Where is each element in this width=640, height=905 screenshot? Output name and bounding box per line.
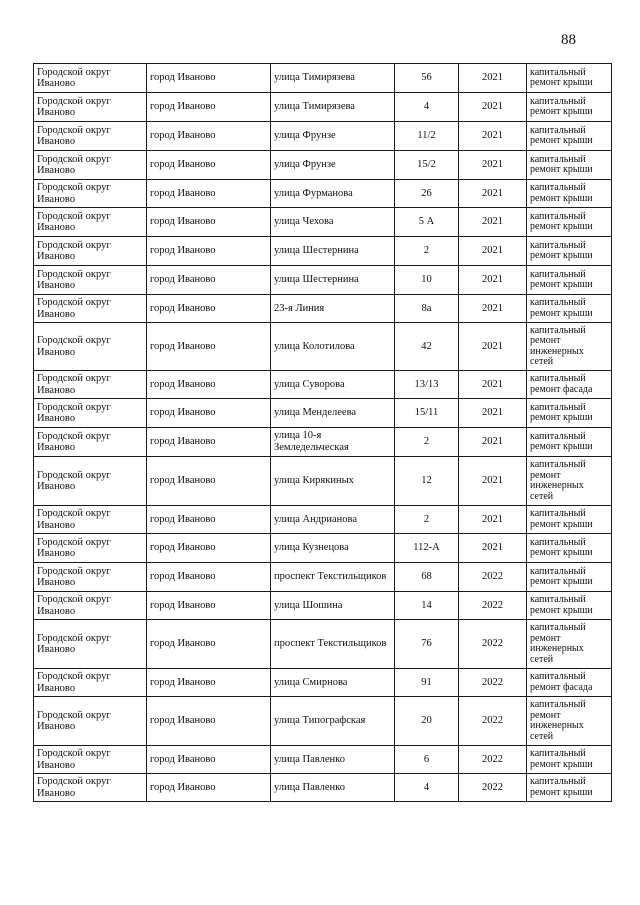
house-number-cell: 76 (395, 620, 459, 669)
table-row (34, 122, 612, 151)
street-cell: улица Менделеева (271, 399, 395, 428)
year-cell: 2022 (459, 746, 527, 774)
district-cell: Городской округ Иваново (34, 620, 147, 669)
house-number-cell: 42 (395, 323, 459, 371)
house-number-cell: 56 (395, 64, 459, 93)
city-cell: город Иваново (147, 399, 271, 428)
street-cell: улица Тимирязева (271, 93, 395, 122)
work-type-cell: капитальный ремонт инженерных сетей (527, 457, 612, 506)
house-number-cell: 15/11 (395, 399, 459, 428)
street-cell: улица 10-я Земледельческая (271, 428, 395, 457)
year-cell: 2021 (459, 371, 527, 399)
street-cell: улица Шестернина (271, 266, 395, 295)
table-row (34, 563, 612, 592)
table-row (34, 295, 612, 323)
district-cell: Городской округ Иваново (34, 122, 147, 151)
table-row (34, 428, 612, 457)
city-cell: город Иваново (147, 266, 271, 295)
work-type-cell: капитальный ремонт крыши (527, 122, 612, 151)
table-row (34, 506, 612, 534)
year-cell: 2021 (459, 93, 527, 122)
table-row (34, 266, 612, 295)
house-number-cell: 4 (395, 774, 459, 802)
house-number-cell: 6 (395, 746, 459, 774)
city-cell: город Иваново (147, 151, 271, 180)
district-cell: Городской округ Иваново (34, 592, 147, 620)
work-type-cell: капитальный ремонт крыши (527, 399, 612, 428)
district-cell: Городской округ Иваново (34, 697, 147, 746)
year-cell: 2021 (459, 151, 527, 180)
city-cell: город Иваново (147, 563, 271, 592)
work-type-cell: капитальный ремонт фасада (527, 371, 612, 399)
table-row (34, 746, 612, 774)
street-cell: 23-я Линия (271, 295, 395, 323)
street-cell: улица Андрианова (271, 506, 395, 534)
table-row (34, 457, 612, 506)
table-body (34, 64, 612, 802)
district-cell: Городской округ Иваново (34, 371, 147, 399)
work-type-cell: капитальный ремонт крыши (527, 774, 612, 802)
city-cell: город Иваново (147, 237, 271, 266)
city-cell: город Иваново (147, 371, 271, 399)
city-cell: город Иваново (147, 180, 271, 208)
year-cell: 2022 (459, 669, 527, 697)
table-row (34, 151, 612, 180)
year-cell: 2021 (459, 266, 527, 295)
work-type-cell: капитальный ремонт крыши (527, 563, 612, 592)
city-cell: город Иваново (147, 295, 271, 323)
table-row (34, 697, 612, 746)
page-number: 88 (561, 32, 576, 48)
street-cell: улица Павленко (271, 746, 395, 774)
street-cell: улица Шестернина (271, 237, 395, 266)
street-cell: улица Суворова (271, 371, 395, 399)
house-number-cell: 10 (395, 266, 459, 295)
work-type-cell: капитальный ремонт крыши (527, 266, 612, 295)
year-cell: 2021 (459, 457, 527, 506)
work-type-cell: капитальный ремонт крыши (527, 746, 612, 774)
repair-schedule-table (33, 63, 612, 802)
work-type-cell: капитальный ремонт крыши (527, 180, 612, 208)
city-cell: город Иваново (147, 774, 271, 802)
work-type-cell: капитальный ремонт крыши (527, 64, 612, 93)
street-cell: улица Фурманова (271, 180, 395, 208)
district-cell: Городской округ Иваново (34, 534, 147, 563)
work-type-cell: капитальный ремонт крыши (527, 295, 612, 323)
district-cell: Городской округ Иваново (34, 180, 147, 208)
city-cell: город Иваново (147, 457, 271, 506)
house-number-cell: 2 (395, 428, 459, 457)
work-type-cell: капитальный ремонт фасада (527, 669, 612, 697)
work-type-cell: капитальный ремонт крыши (527, 534, 612, 563)
year-cell: 2021 (459, 399, 527, 428)
city-cell: город Иваново (147, 323, 271, 371)
work-type-cell: капитальный ремонт инженерных сетей (527, 697, 612, 746)
district-cell: Городской округ Иваново (34, 399, 147, 428)
city-cell: город Иваново (147, 506, 271, 534)
year-cell: 2022 (459, 592, 527, 620)
district-cell: Городской округ Иваново (34, 151, 147, 180)
street-cell: улица Кузнецова (271, 534, 395, 563)
street-cell: улица Смирнова (271, 669, 395, 697)
city-cell: город Иваново (147, 669, 271, 697)
table-row (34, 399, 612, 428)
year-cell: 2021 (459, 237, 527, 266)
work-type-cell: капитальный ремонт крыши (527, 208, 612, 237)
table-row (34, 180, 612, 208)
street-cell: улица Шошина (271, 592, 395, 620)
street-cell: улица Фрунзе (271, 151, 395, 180)
district-cell: Городской округ Иваново (34, 208, 147, 237)
house-number-cell: 4 (395, 93, 459, 122)
table-row (34, 774, 612, 802)
year-cell: 2021 (459, 208, 527, 237)
district-cell: Городской округ Иваново (34, 669, 147, 697)
street-cell: улица Колотилова (271, 323, 395, 371)
year-cell: 2022 (459, 774, 527, 802)
district-cell: Городской округ Иваново (34, 428, 147, 457)
district-cell: Городской округ Иваново (34, 93, 147, 122)
work-type-cell: капитальный ремонт крыши (527, 237, 612, 266)
year-cell: 2021 (459, 180, 527, 208)
year-cell: 2021 (459, 506, 527, 534)
table-row (34, 592, 612, 620)
work-type-cell: капитальный ремонт крыши (527, 592, 612, 620)
city-cell: город Иваново (147, 746, 271, 774)
table-row (34, 669, 612, 697)
year-cell: 2021 (459, 534, 527, 563)
city-cell: город Иваново (147, 428, 271, 457)
house-number-cell: 8а (395, 295, 459, 323)
table-row (34, 620, 612, 669)
year-cell: 2022 (459, 620, 527, 669)
work-type-cell: капитальный ремонт инженерных сетей (527, 323, 612, 371)
house-number-cell: 12 (395, 457, 459, 506)
house-number-cell: 112-А (395, 534, 459, 563)
year-cell: 2021 (459, 428, 527, 457)
house-number-cell: 2 (395, 506, 459, 534)
city-cell: город Иваново (147, 592, 271, 620)
city-cell: город Иваново (147, 64, 271, 93)
district-cell: Городской округ Иваново (34, 64, 147, 93)
table-row (34, 93, 612, 122)
house-number-cell: 13/13 (395, 371, 459, 399)
city-cell: город Иваново (147, 534, 271, 563)
work-type-cell: капитальный ремонт крыши (527, 428, 612, 457)
table-row (34, 208, 612, 237)
house-number-cell: 26 (395, 180, 459, 208)
street-cell: улица Тимирязева (271, 64, 395, 93)
work-type-cell: капитальный ремонт инженерных сетей (527, 620, 612, 669)
district-cell: Городской округ Иваново (34, 774, 147, 802)
year-cell: 2022 (459, 697, 527, 746)
house-number-cell: 15/2 (395, 151, 459, 180)
table-row (34, 237, 612, 266)
house-number-cell: 5 А (395, 208, 459, 237)
city-cell: город Иваново (147, 122, 271, 151)
district-cell: Городской округ Иваново (34, 323, 147, 371)
work-type-cell: капитальный ремонт крыши (527, 93, 612, 122)
work-type-cell: капитальный ремонт крыши (527, 506, 612, 534)
house-number-cell: 11/2 (395, 122, 459, 151)
street-cell: улица Кирякиных (271, 457, 395, 506)
year-cell: 2021 (459, 323, 527, 371)
street-cell: проспект Текстильщиков (271, 620, 395, 669)
district-cell: Городской округ Иваново (34, 746, 147, 774)
year-cell: 2022 (459, 563, 527, 592)
district-cell: Городской округ Иваново (34, 457, 147, 506)
house-number-cell: 20 (395, 697, 459, 746)
district-cell: Городской округ Иваново (34, 266, 147, 295)
street-cell: улица Фрунзе (271, 122, 395, 151)
district-cell: Городской округ Иваново (34, 295, 147, 323)
city-cell: город Иваново (147, 93, 271, 122)
house-number-cell: 68 (395, 563, 459, 592)
house-number-cell: 91 (395, 669, 459, 697)
table-row (34, 323, 612, 371)
city-cell: город Иваново (147, 697, 271, 746)
house-number-cell: 14 (395, 592, 459, 620)
year-cell: 2021 (459, 295, 527, 323)
city-cell: город Иваново (147, 620, 271, 669)
street-cell: улица Чехова (271, 208, 395, 237)
work-type-cell: капитальный ремонт крыши (527, 151, 612, 180)
city-cell: город Иваново (147, 208, 271, 237)
street-cell: улица Типографская (271, 697, 395, 746)
district-cell: Городской округ Иваново (34, 563, 147, 592)
year-cell: 2021 (459, 122, 527, 151)
table-row (34, 64, 612, 93)
street-cell: проспект Текстильщиков (271, 563, 395, 592)
district-cell: Городской округ Иваново (34, 506, 147, 534)
house-number-cell: 2 (395, 237, 459, 266)
table-row (34, 371, 612, 399)
street-cell: улица Павленко (271, 774, 395, 802)
year-cell: 2021 (459, 64, 527, 93)
district-cell: Городской округ Иваново (34, 237, 147, 266)
table-row (34, 534, 612, 563)
